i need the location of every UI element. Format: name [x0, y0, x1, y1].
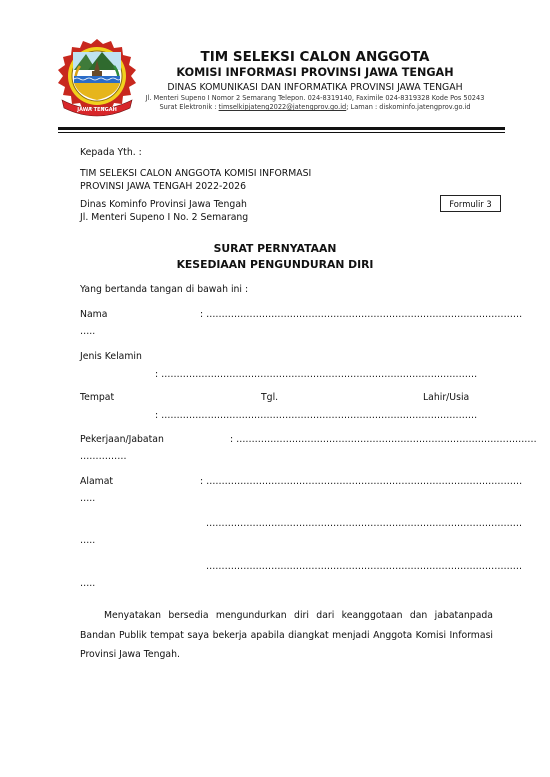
letterhead [130, 49, 500, 112]
jawa-tengah-emblem-logo [56, 38, 138, 124]
document-subtitle: KESEDIAAN PENGUNDURAN DIRI [176, 258, 374, 271]
label-lahir-usia: Lahir/Usia [423, 392, 470, 403]
header-contact [130, 103, 500, 112]
nama-fill-continuation[interactable]: ….. [80, 326, 96, 337]
label-tempat: Tempat [80, 392, 115, 403]
label-tgl: Tgl. [261, 392, 279, 403]
header-title: TIM SELEKSI CALON ANGGOTA [200, 49, 430, 65]
recipient-line-3: Dinas Kominfo Provinsi Jawa Tengah [80, 199, 247, 210]
jenis-kelamin-fill-line[interactable]: : ………………………………………………………………………………………… [155, 369, 478, 380]
label-jenis-kelamin: Jenis Kelamin [80, 351, 142, 362]
logo-ribbon-text: JAWA TENGAH [77, 107, 117, 113]
website-text: ; Laman : diskominfo.jatengprov.go.id [346, 103, 471, 111]
label-alamat: Alamat [80, 476, 114, 487]
ttl-fill-line[interactable]: : ………………………………………………………………………………………… [155, 410, 478, 421]
document-title: SURAT PERNYATAAN [213, 242, 337, 255]
email-label: Surat Elektronik : [159, 103, 219, 111]
salutation: Kepada Yth. : [80, 147, 142, 158]
statement-paragraph: Menyatakan bersedia mengundurkan diri dari keanggotaan dan jabatanpada Bandan Publik tempat saya bekerja apabila diangkat menjadi Anggota Komisi Informasi Provinsi Jawa Tengah. [80, 610, 493, 660]
header-address: Jl. Menteri Supeno I Nomor 2 Semarang Telepon. 024-8319140, Faximile 024-8319328 Kode Pos 50243 [145, 94, 485, 102]
pekerjaan-fill-continuation[interactable]: …………… [80, 451, 127, 462]
alamat-fill-continuation-2[interactable]: ….. [80, 535, 96, 546]
label-nama: Nama [80, 309, 108, 320]
email-link[interactable]: timselkipjateng2022@jatengprov.go.id [218, 103, 347, 111]
pekerjaan-fill-line[interactable]: : ……………………………………………………………………………………. [230, 434, 537, 445]
alamat-fill-continuation-3[interactable]: ….. [80, 578, 96, 589]
header-department: DINAS KOMUNIKASI DAN INFORMATIKA PROVINSI JAWA TENGAH [167, 82, 463, 93]
alamat-fill-line-2[interactable]: ………………………………………………………………………………………… [206, 518, 523, 529]
recipient-line-1: TIM SELEKSI CALON ANGGOTA KOMISI INFORMASI [80, 168, 312, 179]
header-thick-rule [58, 127, 505, 130]
recipient-line-2: PROVINSI JAWA TENGAH 2022-2026 [80, 181, 246, 192]
label-pekerjaan-jabatan: Pekerjaan/Jabatan [80, 434, 164, 445]
header-thin-rule [58, 132, 505, 133]
recipient-line-4: Jl. Menteri Supeno I No. 2 Semarang [80, 212, 249, 223]
form-number-box: Formulir 3 [440, 195, 501, 212]
header-subtitle: KOMISI INFORMASI PROVINSI JAWA TENGAH [176, 66, 454, 79]
alamat-fill-line-1[interactable]: : ………………………………………………………………………………………… [200, 476, 523, 487]
alamat-fill-continuation-1[interactable]: ….. [80, 493, 96, 504]
alamat-fill-line-3[interactable]: ………………………………………………………………………………………… [206, 561, 523, 572]
intro-text: Yang bertanda tangan di bawah ini : [80, 284, 249, 295]
nama-fill-line[interactable]: : ………………………………………………………………………………………… [200, 309, 523, 320]
